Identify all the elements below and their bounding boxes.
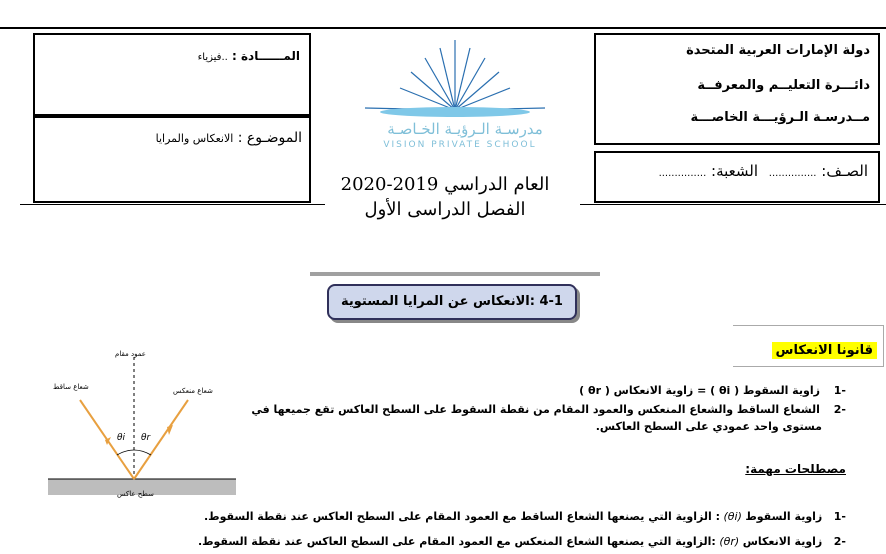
term-1-def: : الزاوية التي يصنعها الشعاع الساقط مع العمود المقام على السطح العاكس عند نقطة السقوط. — [203, 510, 720, 523]
term-2-title: زاوية الانعكاس — [742, 535, 823, 548]
reflection-diagram-svg — [45, 345, 240, 505]
subject-value: ..فيزياء — [197, 52, 228, 63]
header-divider-right — [580, 204, 886, 205]
reflected-label: شعاع منعكس — [173, 387, 213, 395]
term-item-2 — [198, 535, 846, 548]
academic-year: العام الدراسي 2019-2020 — [340, 174, 550, 195]
term-2-symbol: (θr) — [719, 535, 740, 548]
law-item-2-cont-text: مستوى واحد عمودي على السطح العاكس. — [595, 420, 822, 433]
semester: الفصل الدراسى الأول — [364, 199, 526, 220]
law-item-2-cont — [596, 420, 822, 433]
section-banner: 4-1 :الانعكاس عن المرايا المستوية — [327, 284, 577, 320]
subject-label — [160, 49, 300, 63]
term-1-num: -1 — [833, 510, 846, 523]
law-title: قانونا الانعكاس — [772, 342, 877, 359]
topic-label — [70, 130, 302, 146]
topic-value: الانعكاس والمرايا — [155, 132, 234, 145]
section-top-bar — [310, 272, 600, 276]
reflected-arrow-icon — [167, 425, 173, 435]
surface-label: سطح عاكس — [117, 490, 154, 498]
school-line-1: دولة الإمارات العربية المتحدة — [686, 43, 870, 58]
law-item-1-text: زاوية السقوط ( θi ) = زاوية الانعكاس ( θr ) — [579, 384, 820, 397]
term-1-title: زاوية السقوط — [745, 510, 823, 523]
reflection-diagram — [45, 345, 240, 505]
theta-i-label: θi — [117, 433, 126, 443]
incident-label: شعاع ساقط — [53, 383, 89, 391]
term-2-num: -2 — [833, 535, 846, 548]
section-label: الشعبة: — [711, 162, 759, 180]
law-item-1 — [579, 384, 846, 397]
header-divider-left — [20, 204, 325, 205]
class-label: الصـف: — [821, 162, 868, 180]
law-item-2 — [251, 403, 846, 416]
terms-heading: مصطلحات مهمة: — [745, 462, 846, 476]
topic-label-text: الموضـوع : — [237, 130, 302, 146]
class-row — [600, 162, 868, 180]
class-dots: ............... — [768, 168, 817, 179]
subject-label-text: المــــــادة : — [232, 49, 300, 63]
term-2-def: :الزاوية التي يصنعها الشعاع المنعكس مع العمود المقام على السطح العاكس عند نقطة السقوط. — [197, 535, 716, 548]
term-1-symbol: (θi) — [723, 510, 742, 523]
logo-english-text: VISION PRIVATE SCHOOL — [383, 140, 537, 150]
law-item-2-text: الشعاع الساقط والشعاع المنعكس والعمود المقام من نقطة السقوط على السطح العاكس تقع جميعها في — [251, 403, 820, 416]
term-item-1 — [204, 510, 846, 523]
normal-label: عمود مقام — [115, 350, 146, 358]
law-title-box — [733, 325, 884, 367]
logo-arabic-text: مدرسـة الـرؤيـة الخـاصـة — [387, 120, 543, 138]
section-dots: ............... — [658, 168, 707, 179]
school-line-2: دائـــرة التعليــم والمعرفــة — [697, 78, 870, 93]
subject-box — [33, 33, 311, 116]
law-item-1-num: -1 — [833, 384, 846, 397]
law-item-2-num: -2 — [833, 403, 846, 416]
school-line-3: مــدرسـة الـرؤيـــة الخاصـــة — [690, 110, 870, 125]
theta-r-label: θr — [141, 433, 151, 443]
top-rule — [0, 27, 886, 29]
